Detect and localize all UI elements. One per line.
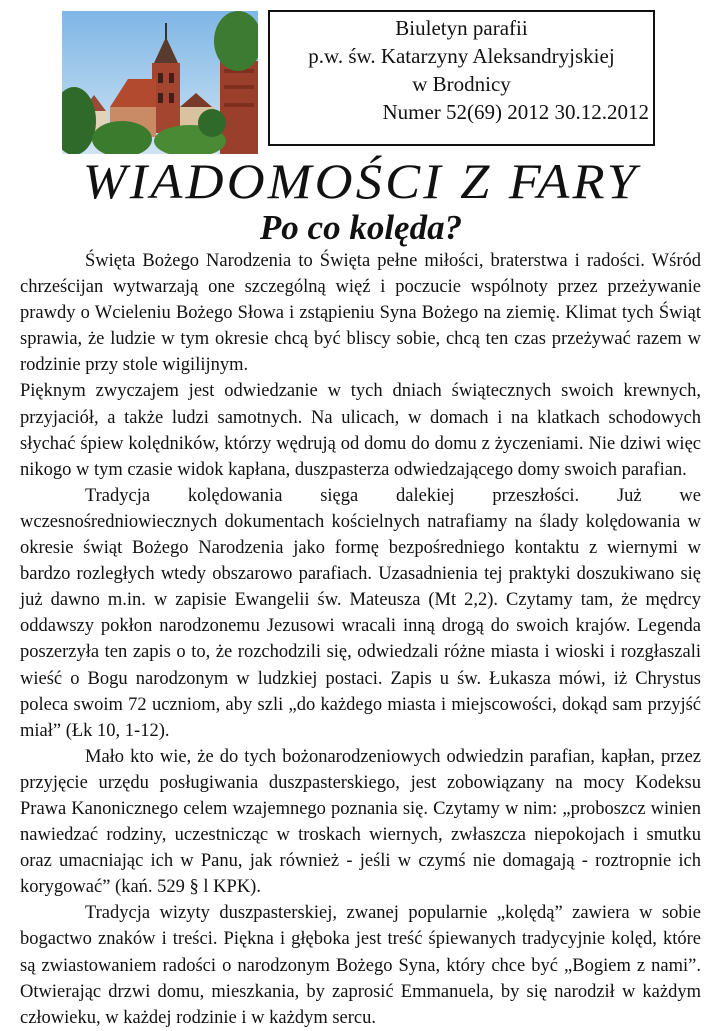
article-paragraph: Pięknym zwyczajem jest odwiedzanie w tych dniach świątecznych swoich krewnych, przyjaciół, a także ludzi samotnych. Na ulicach, w domach i na klatkach schodowych słychać śpiew kolędników, którzy wędrują od domu do domu z życzeniami. Nie dziwi więc nikogo w tym czasie widok kapłana, duszpasterza odwiedzającego domy swoich parafian. bbox=[20, 381, 701, 480]
church-tower-photo bbox=[62, 11, 258, 154]
bulletin-name: Biuletyn parafii bbox=[395, 16, 528, 40]
issue-number-date: Numer 52(69) 2012 30.12.2012 bbox=[382, 100, 649, 124]
parish-name: p.w. św. Katarzyny Aleksandryjskiej bbox=[308, 44, 615, 68]
church-photo-illustration bbox=[62, 11, 258, 154]
masthead-title: WIADOMOŚCI Z FARY bbox=[82, 153, 640, 209]
article-paragraph: Tradycja wizyty duszpasterskiej, zwanej popularnie „kolędą” zawiera w sobie bogactwo znaków i treści. Piękna i głęboka jest treść śpiewanych tradycyjnie kolęd, które są zwiastowaniem radości o narodzonym Bożego Syna, który chce być „Bogiem z nami”. Otwierając drzwi domu, mieszkania, by zaprosić Emmanuela, by się narodził w każdym człowieku, w każdej rodzinie i w każdym sercu. bbox=[20, 903, 701, 1028]
parish-town: w Brodnicy bbox=[412, 72, 511, 96]
article-paragraph: Święta Bożego Narodzenia to Święta pełne miłości, braterstwa i radości. Wśród chrześcijan wytwarzają one szczególną więź i poczucie wspólnoty przez przeżywanie prawdy o Wcieleniu Bożego Słowa i zstąpieniu Syna Bożego na ziemię. Klimat tych Świąt sprawia, że ludzie w tym okresie chcą być bliscy sobie, chcą ten czas przeżywać razem w rodzinie przy stole wigilijnym. bbox=[20, 251, 701, 376]
article-paragraph: Mało kto wie, że do tych bożonarodzeniowych odwiedzin parafian, kapłan, przez przyjęcie urzędu posługiwania duszpasterskiego, jest zobowiązany na mocy Kodeksu Prawa Kanonicznego celem wzajemnego poznania się. Czytamy w nim: „proboszcz winien nawiedzać rodziny, uczestnicząc w troskach wiernych, zwłaszcza niepokojach i smutku oraz umacniając ich w Panu, jak również - jeśli w czymś nie domagają - roztropnie ich korygować” (kań. 529 § l KPK). bbox=[20, 746, 701, 898]
bulletin-info-box bbox=[268, 10, 655, 146]
article-paragraph: Tradycja kolędowania sięga dalekiej przeszłości. Już we wczesnośredniowiecznych dokumentach kościelnych natrafiamy na ślady kolędowania w okresie świąt Bożego Narodzenia jako formę bezpośredniego kontaktu z wiernymi w bardzo rozległych wtedy obszarowo parafiach. Uzasadnienia tej praktyki doszukiwano się już dawno m.in. w zapisie Ewangelii św. Mateusza (Mt 2,2). Czytamy tam, że mędrcy oddawszy pokłon narodzonemu Jezusowi wracali inną drogą do swoich krajów. Legenda poszerzyła ten zapis o to, że rozchodzili się, odwiedzali różne miasta i wioski i rozgłaszali wieść o Bogu narodzonym w ludzkiej postaci. Zapis u św. Łukasza mówi, iż Chrystus poleca swoim 72 uczniom, aby szli „do każdego miasta i miejscowości, dokąd sam przyjść miał” (Łk 10, 1-12). bbox=[20, 485, 701, 741]
article-title: Po co kolęda? bbox=[259, 208, 463, 247]
article-body bbox=[20, 248, 701, 1031]
